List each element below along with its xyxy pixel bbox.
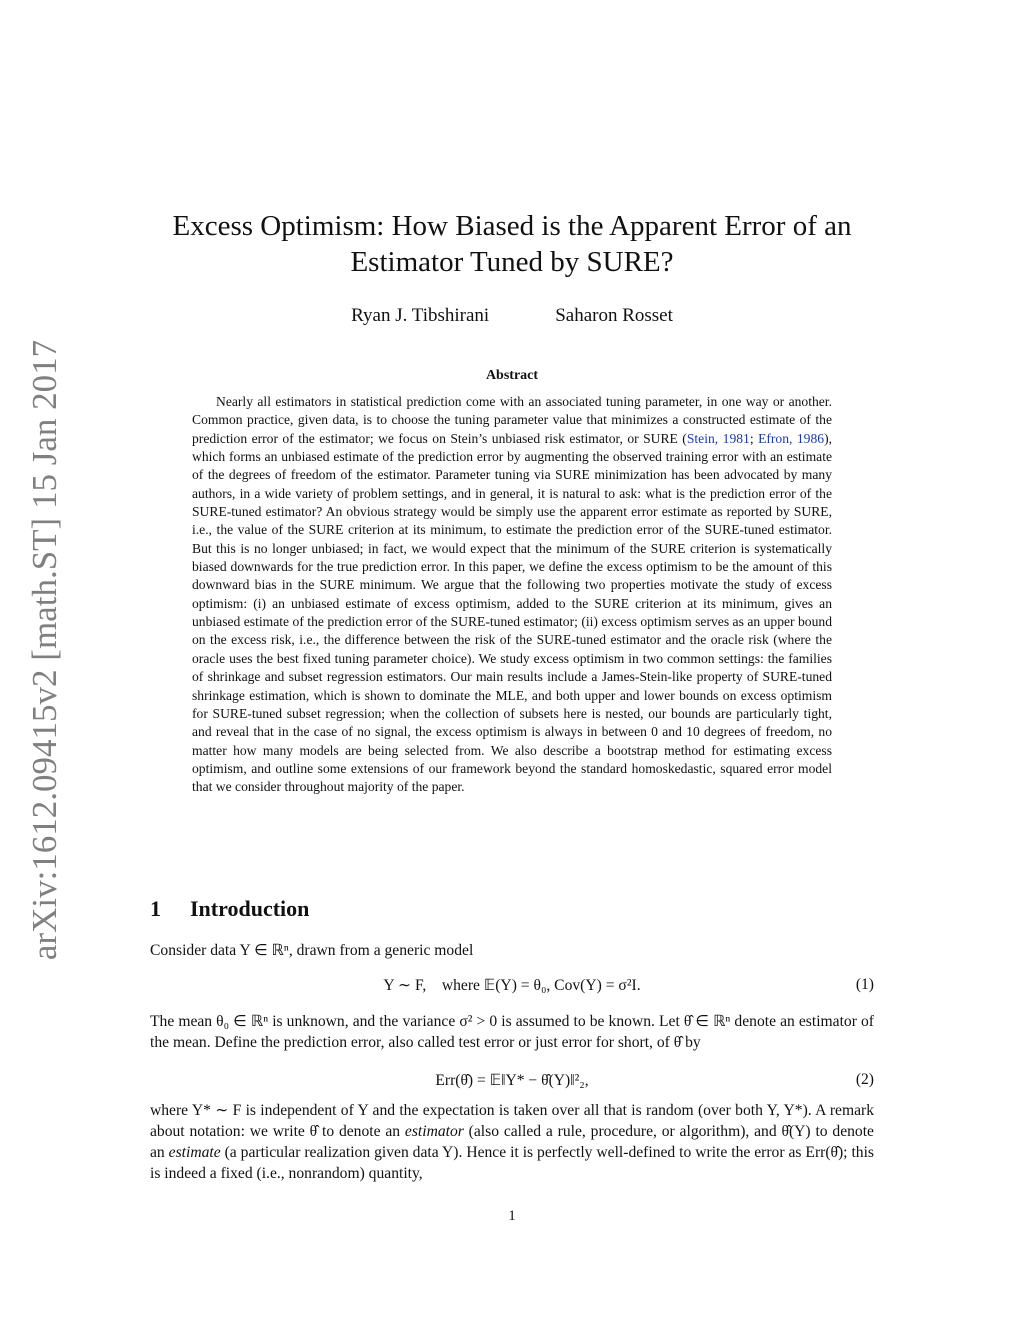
- paragraph-2: The mean θ₀ ∈ ℝⁿ is unknown, and the variance σ² > 0 is assumed to be known. Let θ̂ ∈ ℝⁿ denote an estimator of the mean. Define the prediction error, also called test error or just error for short, of θ̂ by: [150, 1013, 874, 1051]
- citation-efron[interactable]: Efron, 1986: [758, 430, 825, 446]
- equation-1-lhs: Y ∼ F,: [383, 977, 427, 994]
- paragraph-3: [150, 1100, 874, 1184]
- abstract-text-part-1: Nearly all estimators in statistical prediction come with an associated tuning parameter, in one way or another. Common practice, given data, is to choose the tuning parameter value that minimizes a constructed estimate of the prediction error of the estimator; we focus on Stein’s unbiased risk estimator, or SURE (: [192, 394, 832, 446]
- paragraph-3-part-b: (also called a rule, procedure, or algorithm), and θ̂(Y) to denote an: [150, 1123, 874, 1161]
- citation-stein-year[interactable]: 1981: [722, 430, 750, 446]
- equation-2-number: (2): [855, 1071, 874, 1088]
- citation-stein-author[interactable]: Stein: [686, 430, 715, 446]
- title-line-2: Estimator Tuned by SURE?: [350, 246, 674, 278]
- emphasis-estimate: estimate: [168, 1144, 221, 1161]
- paragraph-3-part-c: (a particular realization given data Y). Hence it is perfectly well-defined to write the error as Err(θ̂); this is indeed a fixed (i.e., nonrandom) quantity,: [150, 1144, 874, 1182]
- author-1: Ryan J. Tibshirani: [351, 305, 490, 326]
- equation-1: [150, 976, 874, 998]
- citation-efron-year[interactable]: 1986: [796, 430, 825, 446]
- abstract-text-part-2: ), which forms an unbiased estimate of the prediction error by augmenting the observed training error with an estimate of the degrees of freedom of the estimator. Parameter tuning via SURE minimization has been advocated by many authors, in a wide variety of problem settings, and in general, it is natural to ask: what is the prediction error of the SURE-tuned estimator? An obvious strategy would be simply use the apparent error estimate as reported by SURE, i.e., the value of the SURE criterion at its minimum, to estimate the prediction error of the SURE-tuned estimator. But this is no longer unbiased; in fact, we would expect that the minimum of the SURE criterion is systematically biased downwards for the true prediction error. In this paper, we define the excess optimism to be the amount of this downward bias in the SURE minimum. We argue that the following two properties motivate the study of excess optimism: (i) an unbiased estimate of excess optimism, added to the SURE criterion at its minimum, gives an unbiased estimate of the prediction error of the SURE-tuned estimator; (ii) excess optimism serves as an upper bound on the excess risk, i.e., the difference between the risk of the SURE-tuned estimator and the oracle risk (where the oracle uses the best fixed tuning parameter choice). We study excess optimism in two common settings: the families of shrinkage and subset regression estimators. Our main results include a James-Stein-like property of SURE-tuned shrinkage estimation, which is shown to dominate the MLE, and both upper and lower bounds on excess optimism for SURE-tuned subset regression; when the collection of subsets here is nested, our bounds are particularly tight, and reveal that in the case of no signal, the excess optimism is always in between 0 and 10 degrees of freedom, no matter how many models are being selected from. We also describe a bootstrap method for estimating excess optimism, and outline some extensions of our framework beyond the standard homoskedastic, squared error model that we consider throughout majority of the paper.: [192, 430, 832, 795]
- section-title: Introduction: [190, 896, 310, 921]
- equation-1-rhs: where 𝔼(Y) = θ₀, Cov(Y) = σ²I.: [441, 977, 641, 994]
- citation-separator: ;: [749, 430, 759, 446]
- citation-stein[interactable]: Stein, 1981: [686, 430, 750, 446]
- emphasis-estimator: estimator: [404, 1123, 464, 1140]
- paper-title: [150, 208, 874, 280]
- section-heading: [150, 896, 309, 922]
- page-number: 1: [508, 1208, 516, 1224]
- abstract-heading: Abstract: [485, 368, 539, 383]
- equation-2: [150, 1071, 874, 1093]
- author-2: Saharon Rosset: [555, 305, 673, 326]
- intro-sentence: Consider data Y ∈ ℝⁿ, drawn from a generic model: [150, 942, 474, 959]
- citation-efron-author[interactable]: Efron: [758, 430, 790, 446]
- abstract-body: [192, 393, 832, 797]
- equation-2-expression: Err(θ̂) = 𝔼‖Y* − θ̂(Y)‖²₂,: [435, 1072, 589, 1089]
- arxiv-identifier: arXiv:1612.09415v2 [math.ST] 15 Jan 2017: [25, 339, 64, 961]
- equation-1-number: (1): [855, 976, 874, 993]
- section-number: 1: [150, 896, 161, 921]
- paragraph-3-part-a: where Y* ∼ F is independent of Y and the expectation is taken over all that is random (over both Y, Y*). A remark about notation: we write θ̂ to denote an: [150, 1102, 874, 1140]
- title-line-1: Excess Optimism: How Biased is the Apparent Error of an: [172, 210, 852, 242]
- equation-1-expression: [150, 976, 874, 995]
- author-list: [150, 305, 874, 327]
